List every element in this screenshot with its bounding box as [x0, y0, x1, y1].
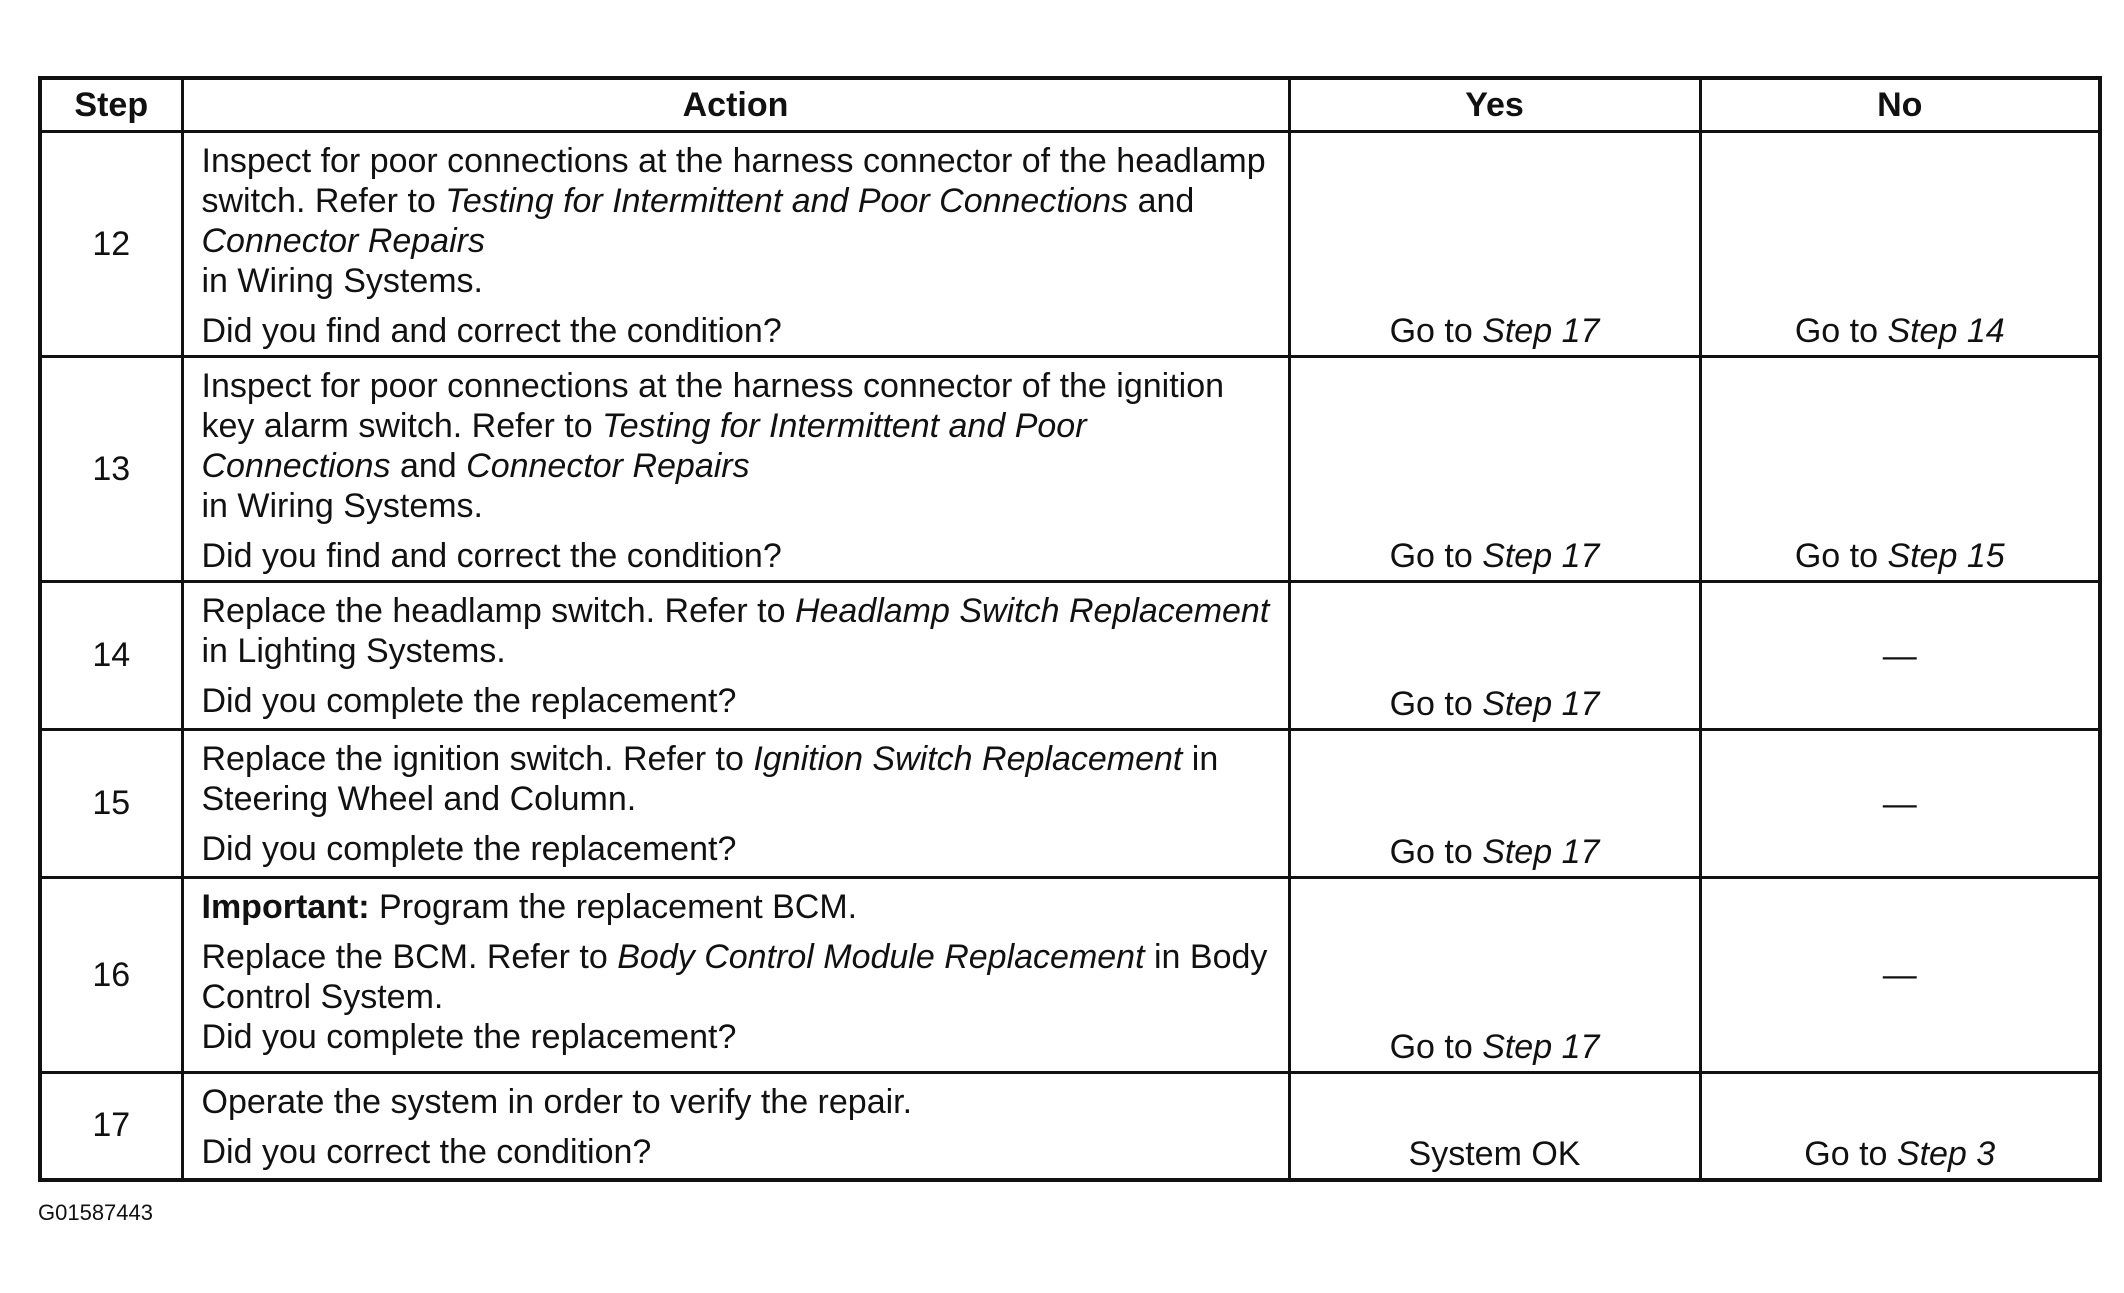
yes-cell: Go to Step 17 — [1289, 357, 1700, 582]
table-header-row — [40, 78, 2100, 132]
action-cell — [182, 582, 1289, 730]
yes-cell: Go to Step 17 — [1289, 582, 1700, 730]
action-text: Replace the headlamp switch. Refer to Headlamp Switch Replacement in Lighting Systems. — [201, 592, 1270, 670]
header-yes: Yes — [1289, 78, 1700, 132]
table-row — [40, 357, 2100, 582]
action-cell — [182, 730, 1289, 878]
action-cell — [182, 132, 1289, 357]
yes-cell: Go to Step 17 — [1289, 878, 1700, 1073]
no-cell-dash: — — [1700, 730, 2100, 878]
step-number: 13 — [40, 357, 182, 582]
step-number: 12 — [40, 132, 182, 357]
no-cell-dash: — — [1700, 582, 2100, 730]
table-row — [40, 878, 2100, 1073]
header-no: No — [1700, 78, 2100, 132]
important-label: Important: — [201, 888, 370, 926]
important-note: Important: Program the replacement BCM. — [201, 888, 858, 926]
yes-cell: System OK — [1289, 1073, 1700, 1180]
question-text: Did you correct the condition? — [201, 1133, 652, 1171]
table-row — [40, 1073, 2100, 1180]
action-cell — [182, 357, 1289, 582]
action-text: Replace the ignition switch. Refer to Ignition Switch Replacement in Steering Wheel and Column. — [201, 740, 1219, 818]
no-cell: Go to Step 15 — [1700, 357, 2100, 582]
step-number: 16 — [40, 878, 182, 1073]
figure-id: G01587443 — [38, 1200, 153, 1225]
no-cell: Go to Step 3 — [1700, 1073, 2100, 1180]
question-text: Did you complete the replacement? — [201, 830, 737, 868]
action-text: Replace the BCM. Refer to Body Control Module Replacement in Body Control System. — [201, 938, 1268, 1016]
action-cell — [182, 878, 1289, 1073]
yes-cell: Go to Step 17 — [1289, 132, 1700, 357]
step-number: 17 — [40, 1073, 182, 1180]
action-text: Inspect for poor connections at the harness connector of the ignition key alarm switch. Refer to Testing for Intermittent and Poor Connections and Connector Repairs in Wiring Systems. — [201, 367, 1225, 525]
action-cell — [182, 1073, 1289, 1180]
no-cell: Go to Step 14 — [1700, 132, 2100, 357]
no-cell-dash: — — [1700, 878, 2100, 1073]
header-action: Action — [182, 78, 1289, 132]
diagnostic-table — [38, 76, 2102, 1182]
step-number: 14 — [40, 582, 182, 730]
action-text: Operate the system in order to verify the repair. — [201, 1083, 913, 1121]
table-row — [40, 132, 2100, 357]
header-step: Step — [40, 78, 182, 132]
question-text: Did you find and correct the condition? — [201, 537, 782, 575]
table-row — [40, 582, 2100, 730]
action-text: Inspect for poor connections at the harness connector of the headlamp switch. Refer to Testing for Intermittent and Poor Connections and Connector Repairs in Wiring Systems. — [201, 142, 1266, 300]
question-text: Did you complete the replacement? — [201, 1018, 737, 1056]
question-text: Did you complete the replacement? — [201, 682, 737, 720]
table-row — [40, 730, 2100, 878]
step-number: 15 — [40, 730, 182, 878]
yes-cell: Go to Step 17 — [1289, 730, 1700, 878]
question-text: Did you find and correct the condition? — [201, 312, 782, 350]
